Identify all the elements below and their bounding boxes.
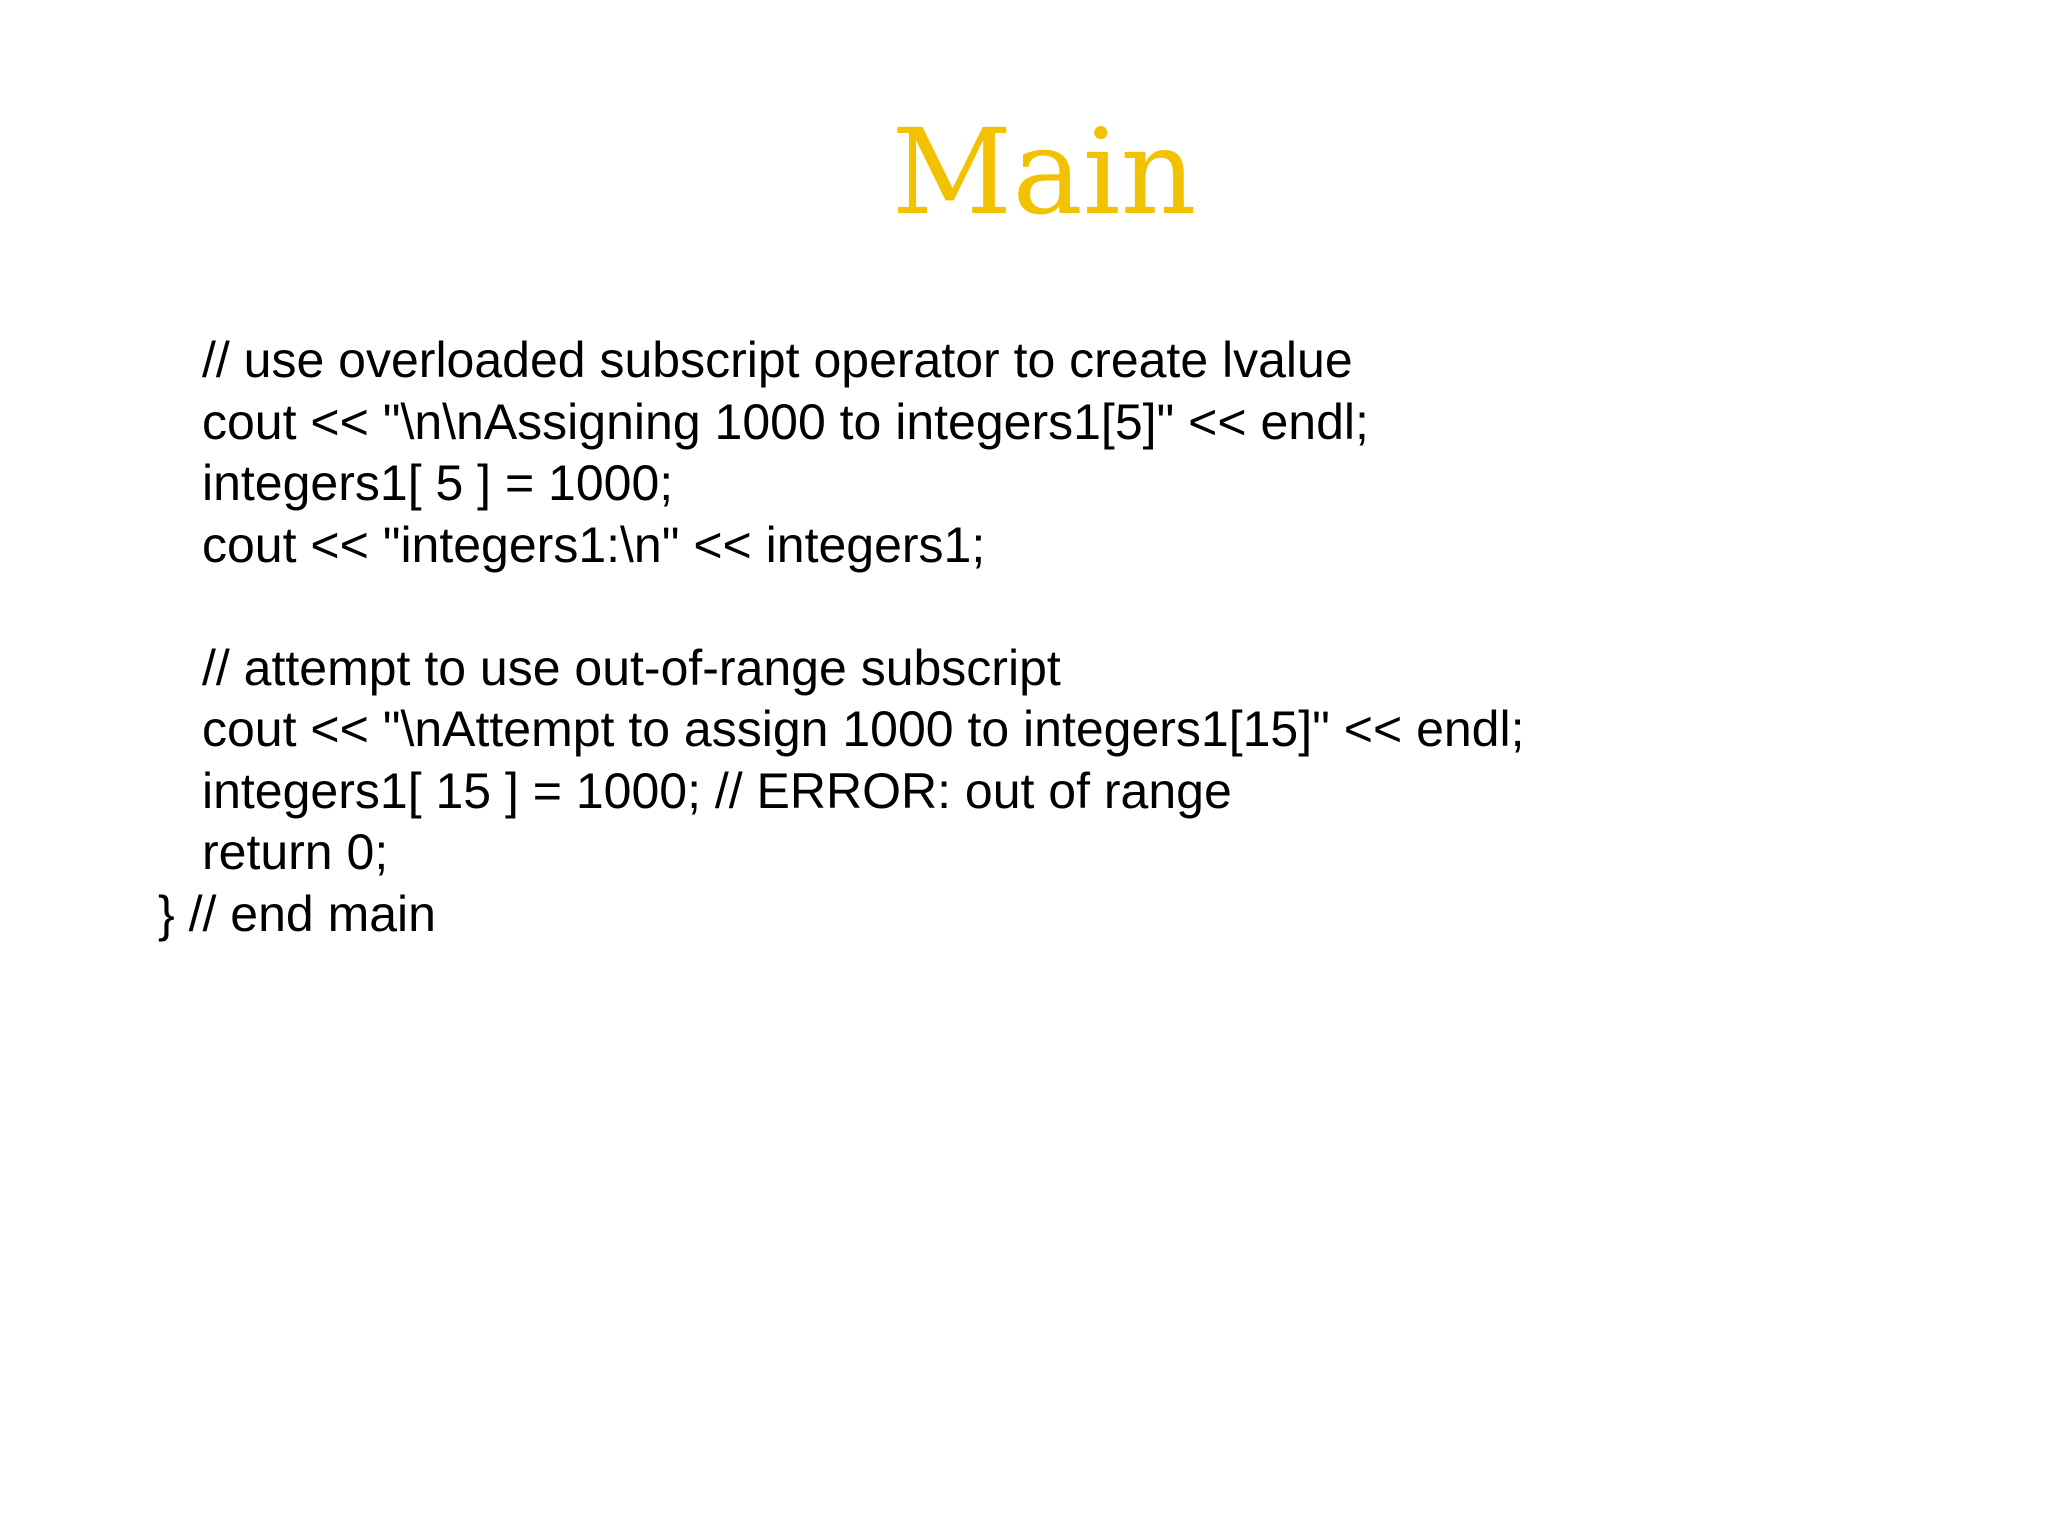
code-line-comment-out-of-range: // attempt to use out-of-range subscript	[202, 639, 1061, 696]
code-line-cout-attempt: cout << "\nAttempt to assign 1000 to integers1[15]" << endl;	[202, 701, 1525, 757]
code-line-comment-lvalue: // use overloaded subscript operator to create lvalue	[202, 332, 1353, 388]
code-line-cout-integers1: cout << "integers1:\n" << integers1;	[202, 516, 986, 573]
code-line-return: return 0;	[202, 824, 389, 880]
code-line-assign-index-15: integers1[ 15 ] = 1000; // ERROR: out of range	[202, 762, 1232, 819]
code-line-blank	[158, 576, 1525, 638]
slide-title: Main	[891, 103, 1197, 241]
code-line-cout-assigning: cout << "\n\nAssigning 1000 to integers1[5]" << endl;	[202, 393, 1369, 450]
code-block	[158, 330, 1525, 945]
code-line-assign-index-5: integers1[ 5 ] = 1000;	[202, 455, 674, 511]
code-line-end-main: } // end main	[158, 885, 436, 942]
